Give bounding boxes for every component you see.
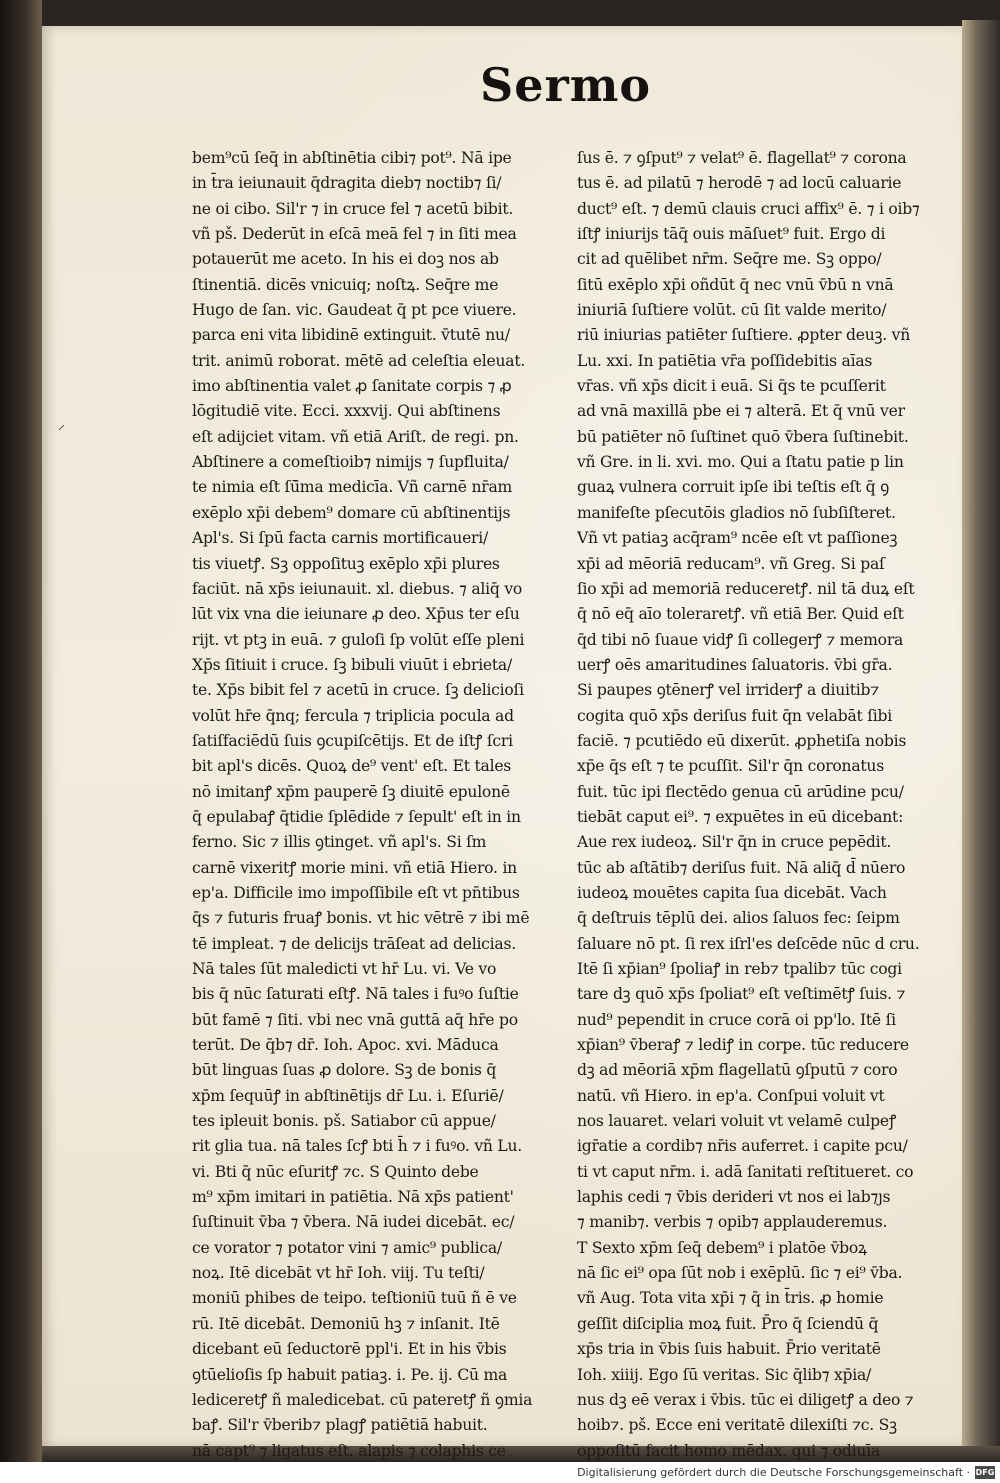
text-line: iſtꝭ iniurijs tāq̄ ouis māſuet⁹ fuit. Ergo di (577, 225, 886, 244)
text-line: baꝭ. Sil'r v̄berib⁊ plagꝭ patiētiā habuit. (192, 1416, 488, 1435)
text-line: nā capt⁹ ⁊ ligatus eſt. alapis ⁊ colaphis ce (192, 1441, 506, 1460)
text-line: igr̄atie a cordib⁊ nr̄is auferret. i capite pcu/ (577, 1137, 908, 1156)
text-line: te. Xp̄s bibit fel ⁊ acetū in cruce. ſꝫ delicioſi (192, 681, 524, 700)
text-line: geſſit diſciplia moꝝ fuit. P̄ro q̄ ſciendū q̄ (577, 1314, 879, 1333)
digitization-credit: Digitalisierung gefördert durch die Deutsche Forschungsgemeinschaft · (577, 1466, 970, 1479)
text-line: te nimia eſt ſū̄ma medicīa. Vñ carnē nr̄am (192, 478, 513, 497)
text-line: iudeoꝝ mouētes capita ſua dicebāt. Vach (577, 883, 887, 902)
text-line: ad vnā maxillā pbe ei ⁊ alterā. Et q̄ vnū ver (577, 402, 905, 421)
text-line: in t̄ra ieiunauit q̄dragita dieb⁊ noctib⁊ ſi/ (192, 174, 502, 193)
text-line: ſaluare nō pt. ſi rex iſrl'es deſcēde nūc d cru. (577, 934, 920, 953)
text-line: ti vt caput nr̄m. i. adā ſanitati reſtitueret. co (577, 1162, 914, 1181)
text-line: nā ſic ei⁹ opa ſūt nob i exēplū. ſic ⁊ ei⁹ v̄ba. (577, 1264, 903, 1283)
text-line: tes ipleuit bonis. pš. Satiabor cū appue/ (192, 1112, 496, 1131)
text-line: noꝝ. Itē dicebāt vt hr̄ Ioh. viij. Tu teſti/ (192, 1264, 485, 1283)
text-line: rū. Itē dicebāt. Demoniū hꝫ ⁊ inſanit. Itē (192, 1314, 500, 1333)
text-line: iniuriā ſuſtiere volūt. cū ſit valde merito/ (577, 301, 887, 320)
text-line: bit apl's dicēs. Quoꝝ de⁹ vent' eſt. Et tales (192, 757, 512, 776)
text-line: nud⁹ pependit in cruce corā oi pp'lo. Itē ſi (577, 1010, 896, 1029)
text-line: xp̄ian⁹ v̄beraꝭ ⁊ lediꝭ in corpe. tūc reducere (577, 1036, 909, 1055)
text-line: fuit. tūc ipi flectēdo genua cū arūdine pcu/ (577, 782, 904, 801)
text-line: xp̄s tria in v̄bis ſuis habuit. P̄rio veritatē (577, 1340, 881, 1359)
text-line: duct⁹ eſt. ⁊ demū clauis cruci affix⁹ ē. ⁊ i oib⁊ (577, 199, 920, 218)
text-line: moniū phibes de teipo. teſtioniū tuū ñ ē ve (192, 1289, 517, 1308)
text-line: Ioh. xiiij. Ego ſū veritas. Sic q̄lib⁊ xp̄ia/ (577, 1365, 872, 1384)
text-line: lūt vix vna die ieiunare ꝓ deo. Xp̄us ter eſu (192, 605, 520, 624)
text-line: Aue rex iudeoꝝ. Sil'r q̄n in cruce pepēdit. (577, 833, 892, 852)
text-line: ſio xp̄i ad memoriā reduceretꝭ. nil tā duꝝ eſt (577, 579, 915, 598)
text-line: tūc ab aſtātib⁊ deriſus fuit. Nā aliq̄ d̄ nūero (577, 858, 906, 877)
text-line: xp̄e q̄s eſt ⁊ te pcuſſit. Sil'r q̄n coronatus (577, 757, 884, 776)
dfg-logo: DFG (975, 1468, 995, 1477)
text-line: Xp̄s ſitiuit i cruce. ſꝫ bibuli viuūt i ebrieta/ (192, 655, 512, 674)
text-line: eſt adijciet vitam. vñ etiā Ariſt. de regi. pn. (192, 427, 519, 446)
text-line: manifeſte pſecutōis gladios nō ſubſiſteret. (577, 503, 896, 522)
text-line: Si paupes ꝯtēnerꝭ vel irriderꝭ a diuitib⁊ (577, 681, 879, 700)
text-line: nos lauaret. velari voluit vt velamē culpeꝭ (577, 1112, 896, 1131)
text-line: ferno. Sic ⁊ illis ꝯtinget. vñ apl's. Si ſm (192, 833, 487, 852)
text-line: ce vorator ⁊ potator vini ⁊ amic⁹ publica/ (192, 1238, 502, 1257)
text-line: exēplo xp̄i debem⁹ domare cū abſtinentijs (192, 503, 511, 522)
text-line: hoib⁊. pš. Ecce eni veritatē dilexiſti ⁊c. Sꝫ (577, 1416, 897, 1435)
text-line: rijt. vt ptꝫ in euā. ⁊ guloſi ſp volūt eſſe pleni (192, 630, 525, 649)
right-text-column (577, 146, 942, 1464)
text-line: parca eni vita libidinē extinguit. v̄tutē nu/ (192, 326, 510, 345)
text-line: q̄d tibi nō ſuaue vidꝭ ſi collegerꝭ ⁊ memora (577, 630, 904, 649)
text-line: Itē ſi xp̄ian⁹ ſpoliaꝭ in reb⁊ tpalib⁊ tūc cogi (577, 960, 902, 978)
text-line: Abſtinere a comeſtioib⁊ nimijs ⁊ ſupfluita/ (192, 453, 509, 472)
text-line: rit glia tua. nā tales ſcꝭ bti h̄ ⁊ i fuꝰo. vñ Lu. (192, 1137, 523, 1156)
text-line: vñ Gre. in li. xvi. mo. Qui a ſtatu patie p lin (577, 453, 904, 472)
text-line: xp̄m ſequūꝭ in abſtinētijs dr̄ Lu. i. Eſuriē/ (192, 1086, 504, 1105)
text-line: q̄ epulabaꝭ q̄tidie ſplēdide ⁊ ſepult' eſt in in (192, 807, 521, 826)
text-line: cit ad quēlibet nr̄m. Seq̄re me. Sꝫ oppo/ (577, 250, 882, 269)
text-line: bem⁹cū ſeq̄ in abſtinētia cibi⁊ pot⁹. Nā ipe (192, 149, 512, 167)
text-line: potauerūt me aceto. In his ei doꝫ nos ab (192, 250, 499, 269)
page-fore-edge (962, 20, 1000, 1450)
text-line: ſuſtinuit v̄ba ⁊ v̄bera. Nā iudei dicebāt. ec/ (192, 1213, 515, 1232)
text-line: vñ pš. Dederūt in eſcā meā fel ⁊ in ſiti mea (192, 225, 517, 244)
book-binding-edge (0, 0, 42, 1462)
text-line: Vñ vt patiaꝫ acq̄ram⁹ ncēe eſt vt paſſioneꝫ (577, 529, 898, 548)
text-line: q̄ nō eq̄ aīo toleraretꝭ. vñ etiā Ber. Quid eſt (577, 605, 904, 624)
text-line: lediceretꝭ ñ maledicebat. cū pateretꝭ ñ ꝯmia (192, 1390, 533, 1409)
text-line: bis q̄ nūc ſaturati eſtꝭ. Nā tales i fuꝰo ſuſtie (192, 985, 519, 1004)
text-line: cogita quō xp̄s deriſus fuit q̄n velabāt ſibi (577, 706, 892, 725)
text-line: būt famē ⁊ ſiti. vbi nec vnā guttā aq̄ hr̄e po (192, 1010, 518, 1029)
text-line: Apl's. Si ſpū facta carnis mortificaueri/ (192, 529, 488, 548)
text-line: q̄ deſtruis tēplū dei. alios ſaluos fec: ſeipm (577, 909, 900, 928)
text-line: Nā tales ſūt maledicti vt hr̄ Lu. vi. Ve vo (192, 960, 497, 978)
text-line: laphis cedi ⁊ v̄bis derideri vt nos ei lab⁊ȷs (577, 1188, 891, 1207)
text-line: nus dꝫ eē verax i v̄bis. tūc ei diligetꝭ a deo ⁊ (577, 1390, 914, 1409)
text-line: ne oi cibo. Sil'r ⁊ in cruce fel ⁊ acetū bibit. (192, 199, 514, 218)
text-line: tare dꝫ quō xp̄s ſpoliat⁹ eſt veſtimētꝭ ſuis. ⁊ (577, 985, 906, 1004)
text-line: vr̄as. vñ xp̄s dicit i euā. Si q̄s te pcuſſerit (577, 377, 886, 396)
text-line: ꝯtūelioſis ſp habuit patiaꝫ. i. Pe. ij. Cū ma (192, 1365, 508, 1384)
page-heading: Sermo (480, 58, 652, 112)
text-line: ſtinentiā. dicēs vnicuiq; noſtꝝ. Seq̄re me (192, 275, 499, 294)
text-line: ep'a. Difficile imo impoſſibile eſt vt pn̄tibus (192, 883, 520, 902)
text-line: terūt. De q̄b⁊ dr̄. Ioh. Apoc. xvi. Māduca (192, 1036, 499, 1055)
text-line: Hugo de ſan. vic. Gaudeat q̄ pt pce viuere. (192, 301, 517, 320)
text-line: faciē. ⁊ pcutiēdo eū dixerūt. ꝓphetiſa nobis (577, 731, 907, 750)
text-line: ⁊ manib⁊. verbis ⁊ opib⁊ applauderemus. (577, 1213, 888, 1232)
text-line: tiebāt caput ei⁹. ⁊ expuētes in eū dicebant: (577, 807, 904, 826)
text-line: trit. animū roborat. mētē ad celeſtia eleuat. (192, 351, 526, 370)
text-line: dicebant eū ſeductorē ppl'i. Et in his v̄bis (192, 1340, 507, 1359)
text-line: nō imitanꝭ xp̄m pauperē ſꝫ diuitē epulonē (192, 782, 510, 801)
text-line: oppoſitū facit homo mēdax. qui ⁊ odiuīa (577, 1441, 880, 1460)
text-line: ſatiſfaciēdū ſuis ꝯcupiſcētijs. Et de iſtꝭ ſcri (192, 731, 513, 750)
left-text-column (192, 146, 557, 1464)
text-line: tus ē. ad pilatū ⁊ herodē ⁊ ad locū caluarie (577, 174, 902, 193)
text-line: ſus ē. ⁊ ꝯſput⁹ ⁊ velat⁹ ē. flagellat⁹ ⁊ corona (577, 149, 907, 167)
text-line: natū. vñ Hiero. in ep'a. Conſpui voluit vt (577, 1086, 885, 1105)
text-line: būt linguas ſuas ꝓ dolore. Sꝫ de bonis q̄ (192, 1061, 497, 1080)
text-line: m⁹ xp̄m imitari in patiētia. Nā xp̄s patient' (192, 1188, 514, 1207)
margin-mark: ⸝ (58, 417, 65, 433)
text-line: q̄s ⁊ futuris fruaꝭ bonis. vt hic vētrē ⁊ ibi mē (192, 909, 530, 928)
text-line: volūt hr̄e q̄nq; fercula ⁊ triplicia pocula ad (192, 706, 514, 725)
text-line: riū iniurias patiēter ſuſtiere. ꝓpter deuꝫ. vñ (577, 326, 910, 345)
text-line: faciūt. nā xp̄s ieiunauit. xl. diebus. ⁊ aliq̄ vo (192, 579, 523, 598)
text-line: dꝫ ad mēoriā xp̄m flagellatū ꝯſputū ⁊ coro (577, 1061, 898, 1080)
text-line: Lu. xxi. In patiētia vr̄a poſſidebitis aīas (577, 351, 873, 370)
text-line: ſitū exēplo xp̄i oñdūt q̄ nec vnū v̄bū n vnā (577, 275, 894, 294)
text-line: bū patiēter nō ſuſtinet quō v̄bera ſuſtinebit. (577, 427, 909, 446)
text-line: lōgitudiē vite. Ecci. xxxvij. Qui abſtinens (192, 402, 501, 421)
text-line: vi. Bti q̄ nūc eſuritꝭ ⁊c. S Quinto debe (192, 1162, 479, 1181)
text-line: tē impleat. ⁊ de delicijs trāſeat ad delicias. (192, 934, 516, 953)
text-line: imo abſtinentia valet ꝓ ſanitate corpis ⁊ ꝓ (192, 377, 512, 396)
text-line: tis viuetꝭ. Sꝫ oppoſituꝫ exēplo xp̄i plures (192, 554, 500, 573)
text-line: T Sexto xp̄m ſeq̄ debem⁹ i platōe v̄boꝝ (577, 1238, 867, 1257)
text-line: uerꝭ oēs amaritudines ſaluatoris. v̄bi gr̄a. (577, 655, 893, 674)
text-line: vñ Aug. Tota vita xp̄i ⁊ q̄ in t̄ris. ꝓ homie (577, 1289, 884, 1308)
text-line: xp̄i ad mēoriā reducam⁹. vñ Greg. Si paſ (577, 554, 885, 573)
text-line: guaꝝ vulnera corruit ipſe ibi teſtis eſt q̄ ꝯ (577, 478, 890, 497)
text-line: carnē vixeritꝭ morie mini. vñ etiā Hiero. in (192, 858, 517, 877)
